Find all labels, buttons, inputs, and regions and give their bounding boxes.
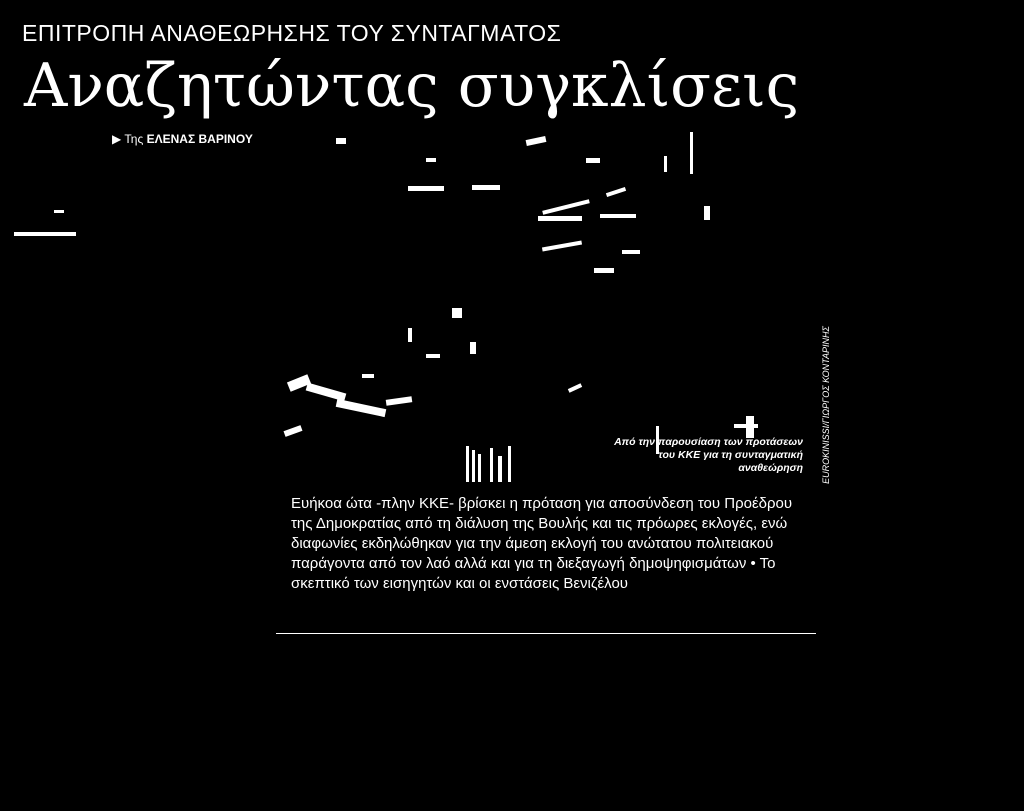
byline [112,132,253,146]
photo-credit [812,326,831,490]
photo-credit-text: EUROKINISSI/ΓΙΩΡΓΟΣ ΚΟΝΤΑΡΙΝΗΣ [821,326,831,484]
byline-prefix: ▶ Της [112,132,144,146]
article-deck: Ευήκοα ώτα -πλην ΚΚΕ- βρίσκει η πρόταση για αποσύνδεση του Προέδρου της Δημοκρατίας από τη διάλυση της Βουλής και τις πρόωρες εκλογές, ενώ διαφωνίες εκδηλώθηκαν για την άμεση εκλογή του ανώτατου πολιτειακού παράγοντα από τον λαό αλλά και για τη διεξαγωγή δημοψηφισμάτων • Το σκεπτικό των εισηγητών και οι ενστάσεις Βενιζέλου [291,495,793,592]
decorative-dash [54,210,64,213]
decorative-rule [14,232,76,236]
photo-caption: Από την παρουσίαση των προτάσεων του ΚΚΕ για τη συνταγματική αναθεώρηση [614,436,803,474]
deck-divider [276,633,816,634]
byline-author: ΕΛΕΝΑΣ ΒΑΡΙΝΟΥ [146,132,253,146]
section-label: ΕΠΙΤΡΟΠΗ ΑΝΑΘΕΩΡΗΣΗΣ ΤΟΥ ΣΥΝΤΑΓΜΑΤΟΣ [22,20,562,46]
article-photo [276,128,808,486]
photo-graphic [276,128,808,486]
headline: Αναζητώντας συγκλίσεις [24,51,800,121]
